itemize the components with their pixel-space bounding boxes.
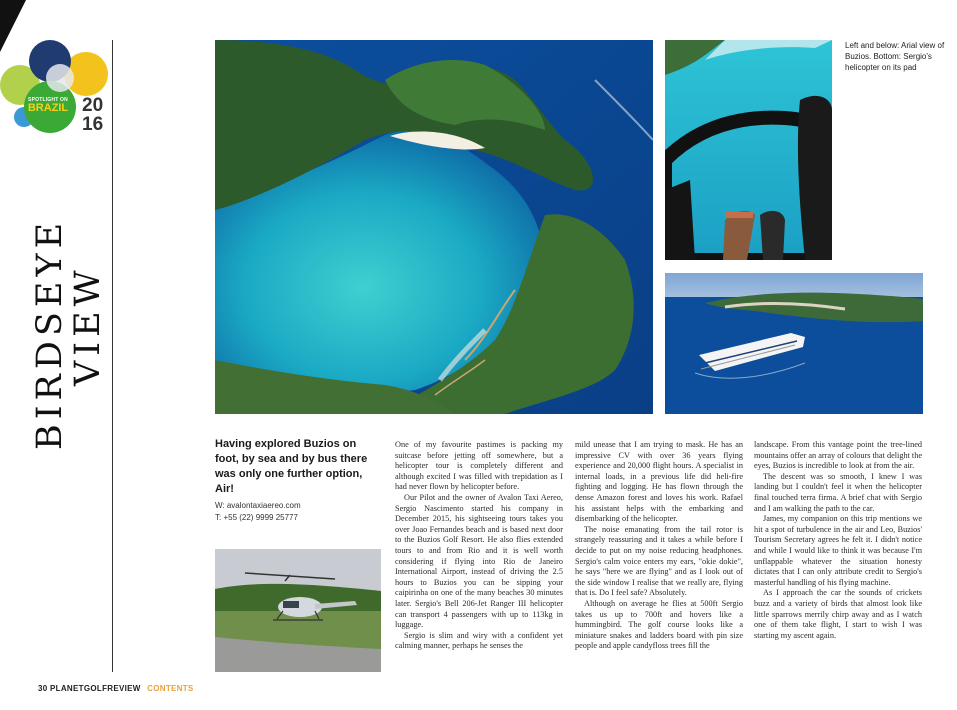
article-column-2 — [575, 440, 743, 652]
contact-website: W: avalontaxiaereo.com — [215, 501, 301, 510]
article-column-1 — [395, 440, 563, 652]
col1-paragraph-2: Our Pilot and the owner of Avalon Taxi Aereo, Sergio Nascimento started his company in December 2015, his sightseeing tours takes you over Joao Fernandes beach and is based next door to the Buzios Golf Resort. He also flies extended tours to and from Rio and it is well worth considering if flying into Rio de Janeiro International Airport, instead of driving the 2.5 hours to Buzios you can be sipping your caipirinha on one of the many beaches 30 minutes later. Sergio's Bell 206-Jet Ranger III helicopter can transport 4 passengers with up to 113kg in luggage. — [395, 492, 563, 630]
photo-caption: Left and below: Arial view of Buzios. Bottom: Sergio's helicopter on its pad — [845, 41, 945, 72]
lead-paragraph: Having explored Buzios on foot, by sea and by bus there was only one further option, Air! — [215, 438, 368, 495]
col2-paragraph-2: The noise emanating from the tail rotor is strangely reassuring and it takes a while before I decide to put on my noise reducing headphones. Sergio's calm voice enters my ears, "okie dokie", he says "here we are flying" and as I look out of the side window I realise that we really are, flying that is. Do I feel safe? Absolutely. — [575, 524, 743, 598]
contents-link[interactable]: CONTENTS — [147, 684, 194, 693]
aerial-bay-photo — [215, 40, 653, 414]
page-footer — [38, 684, 194, 693]
badge-spotlight-text: SPOTLIGHT ON — [28, 97, 68, 103]
col3-paragraph-3: James, my companion on this trip mentions we hit a spot of turbulence in the air and Leo, Buzios' Tourism Secretary agrees he felt it. I didn't notice and while I would like to think it was because I'm unflappable whatever the situation honesty dictates that I can only attribute credit to Sergio's masterful handling of his flying machine. — [754, 514, 922, 587]
helicopter-cockpit-view-photo — [665, 40, 832, 260]
col3-paragraph-2: The descent was so smooth, I knew I was landing but I couldn't feel it when the helicopter final touched terra firma. A brief chat with Sergio and I am walking the path to the car. — [754, 471, 922, 513]
page-number: 30 — [38, 684, 48, 693]
article-column-3 — [754, 440, 922, 641]
contact-telephone: T: +55 (22) 9999 25777 — [215, 513, 298, 522]
helicopter-on-pad-photo — [215, 549, 381, 672]
badge-country-text: BRAZIL — [27, 102, 69, 114]
cruise-ship-photo — [665, 273, 923, 414]
col1-paragraph-1: One of my favourite pastimes is packing my suitcase before jetting off somewhere, but a helicopter tour is completely different and although excited I was filled with trepidation as I had never flown by helicopter before. — [395, 440, 563, 492]
contact-info — [215, 500, 383, 524]
col3-paragraph-1: landscape. From this vantage point the tree-lined mountains offer an array of colours that delight the eyes, Buzios is incredible to look at from the air. — [754, 440, 923, 471]
col2-paragraph-1: mild unease that I am trying to mask. He has an impressive CV with over 36 years flying experience and 20,000 flight hours. A specialist in internal loads, in a previous life did heli-fire fighting and logging. He has flown through the dense Amazon forest and loves his work. Rafael his assistant helps with the embarking and disembarking of the helicopter. — [575, 440, 743, 524]
col1-paragraph-3: Sergio is slim and wiry with a confident yet calming manner, perhaps he senses the — [395, 630, 563, 651]
title-line-1: BIRDSEYE — [30, 217, 70, 450]
badge-year-bottom: 16 — [82, 114, 104, 135]
magazine-name: PLANETGOLFREVIEW — [50, 684, 141, 693]
badge-year-top: 20 — [82, 95, 104, 116]
article-title — [30, 200, 110, 460]
title-line-2: VIEW — [68, 265, 108, 386]
col2-paragraph-3: Although on average he flies at 500ft Sergio takes us up to 700ft and hovers like a hummingbird. The golf course looks like a miniature snakes and ladders board with pin size people and apple candyfloss trees fill the — [575, 598, 743, 651]
col3-paragraph-4: As I approach the car the sounds of crickets buzz and a variety of birds that almost look like little sparrows merrily chirp away and as I watch one of them take flight, I start to wish I was starting my ascent again. — [754, 588, 922, 640]
vertical-divider — [112, 40, 113, 672]
